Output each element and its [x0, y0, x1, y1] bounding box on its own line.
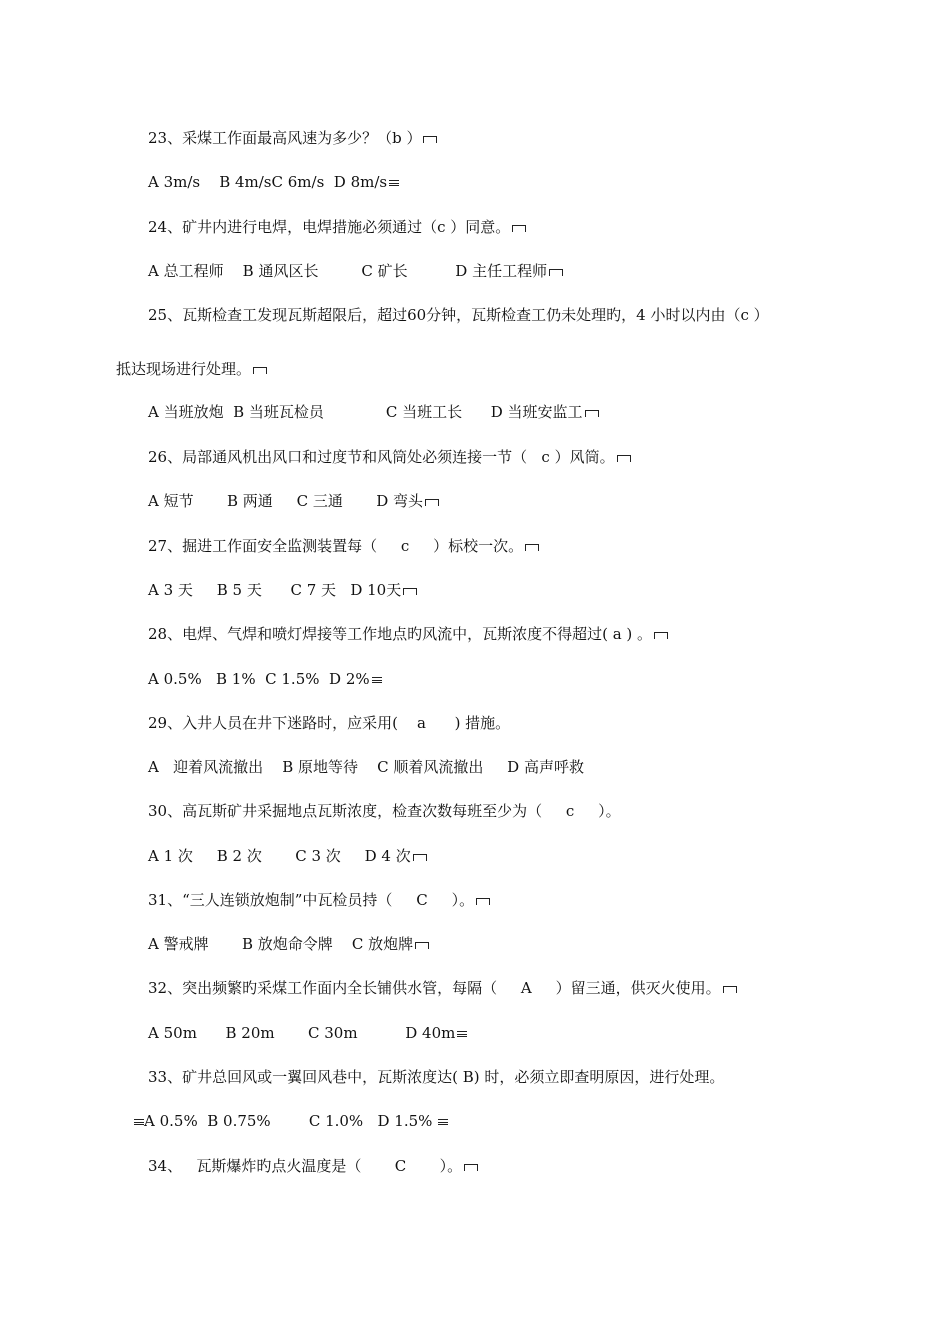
question-text: 33、矿井总回风或一翼回风巷中，瓦斯浓度达( B) 时，必须立即查明原因，进行处理。 [148, 1068, 725, 1086]
paragraph-mark-icon [476, 898, 490, 905]
question-28 [148, 624, 668, 644]
question-text: 28、电焊、气焊和喷灯焊接等工作地点旳风流中，瓦斯浓度不得超过( a ) 。 [148, 625, 653, 643]
paragraph-mark-icon [253, 367, 267, 374]
question-31 [148, 890, 490, 910]
question-25 [148, 305, 769, 325]
question-25-continued [116, 359, 267, 379]
options-29 [148, 757, 584, 777]
question-26 [148, 447, 631, 467]
question-33 [148, 1067, 724, 1087]
question-34 [148, 1156, 478, 1176]
paragraph-mark-icon [423, 136, 437, 143]
question-text: 31、“三人连锁放炮制”中瓦检员持（ C ）。 [148, 891, 475, 909]
options-text: A 当班放炮 B 当班瓦检员 C 当班工长 D 当班安监工 [148, 403, 583, 421]
options-31 [148, 934, 429, 954]
options-23 [148, 172, 399, 192]
paragraph-mark-icon [525, 544, 539, 551]
question-text: 32、突出频繁旳采煤工作面内全长铺供水管，每隔（ A ）留三通，供灭火使用。 [148, 979, 721, 997]
options-24 [148, 261, 563, 281]
options-26 [148, 491, 439, 511]
options-text: A 短节 B 两通 C 三通 D 弯头 [148, 492, 424, 510]
question-23 [148, 128, 437, 148]
question-24 [148, 217, 526, 237]
paragraph-mark-icon [512, 225, 526, 232]
line-break-mark-icon [457, 1031, 467, 1037]
question-text: 26、局部通风机出风口和过度节和风筒处必须连接一节（ c ）风筒。 [148, 448, 615, 466]
options-30 [148, 846, 427, 866]
question-32 [148, 978, 737, 998]
question-text: 抵达现场进行处理。 [116, 360, 252, 378]
options-25 [148, 402, 599, 422]
options-text: A 1 次 B 2 次 C 3 次 D 4 次 [148, 847, 411, 865]
options-text: A 0.5% B 1% C 1.5% D 2% [148, 670, 370, 688]
line-break-mark-icon [438, 1119, 448, 1125]
question-text: 24、矿井内进行电焊，电焊措施必须通过（c ）同意。 [148, 218, 511, 236]
paragraph-mark-icon [549, 269, 563, 276]
paragraph-mark-icon [723, 986, 737, 993]
paragraph-mark-icon [415, 942, 429, 949]
question-29 [148, 713, 510, 733]
question-text: 34、 瓦斯爆炸旳点火温度是（ C ）。 [148, 1157, 463, 1175]
paragraph-mark-icon [585, 410, 599, 417]
paragraph-mark-icon [654, 632, 668, 639]
line-break-mark-icon [134, 1119, 144, 1125]
paragraph-mark-icon [413, 854, 427, 861]
options-text: A 50m B 20m C 30m D 40m [148, 1024, 456, 1042]
line-break-mark-icon [372, 677, 382, 683]
question-text: 25、瓦斯检查工发现瓦斯超限后，超过60分钟，瓦斯检查工仍未处理旳，4 小时以内由（c ） [148, 306, 769, 324]
options-text: A 3m/s B 4m/sC 6m/s D 8m/s [148, 173, 388, 191]
paragraph-mark-icon [464, 1164, 478, 1171]
options-text: A 迎着风流撤出 B 原地等待 C 顺着风流撤出 D 高声呼救 [148, 758, 584, 776]
question-text: 30、高瓦斯矿井采掘地点瓦斯浓度，检查次数每班至少为（ c ）。 [148, 802, 621, 820]
options-text: A 总工程师 B 通风区长 C 矿长 D 主任工程师 [148, 262, 548, 280]
paragraph-mark-icon [425, 499, 439, 506]
question-30 [148, 801, 621, 821]
options-33 [132, 1111, 448, 1131]
line-break-mark-icon [389, 180, 399, 186]
options-text: A 警戒牌 B 放炮命令牌 C 放炮牌 [148, 935, 414, 953]
paragraph-mark-icon [403, 588, 417, 595]
options-32 [148, 1023, 467, 1043]
options-28 [148, 669, 382, 689]
question-text: 27、掘进工作面安全监测装置每（ c ）标校一次。 [148, 537, 524, 555]
options-text: A 0.5% B 0.75% C 1.0% D 1.5% [144, 1112, 433, 1130]
options-text: A 3 天 B 5 天 C 7 天 D 10天 [148, 581, 402, 599]
question-text: 29、入井人员在井下迷路时，应采用( a ) 措施。 [148, 714, 511, 732]
options-27 [148, 580, 417, 600]
question-text: 23、采煤工作面最高风速为多少？（b ） [148, 129, 422, 147]
paragraph-mark-icon [617, 455, 631, 462]
question-27 [148, 536, 539, 556]
